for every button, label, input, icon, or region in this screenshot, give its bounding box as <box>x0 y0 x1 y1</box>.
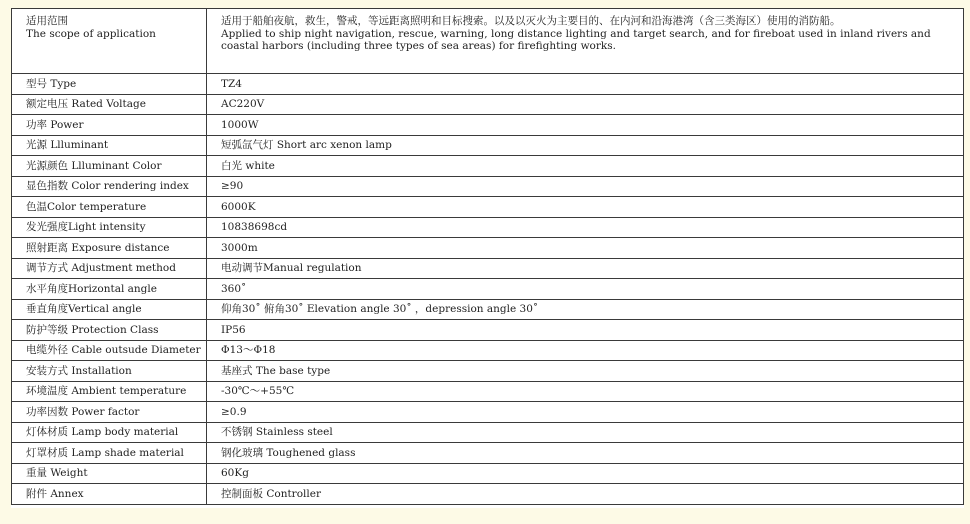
spec-table-body <box>12 9 964 505</box>
spec-value: TZ4 <box>207 74 964 95</box>
spec-label: 电缆外径 Cable outsude Diameter <box>12 340 207 361</box>
scope-row <box>12 9 964 74</box>
spec-value: 控制面板 Controller <box>207 484 964 505</box>
spec-label: 显色指数 Color rendering index <box>12 176 207 197</box>
spec-row <box>12 217 964 238</box>
spec-label: 防护等级 Protection Class <box>12 320 207 341</box>
spec-row <box>12 443 964 464</box>
spec-row <box>12 156 964 177</box>
spec-label: 环境温度 Ambient temperature <box>12 381 207 402</box>
spec-row <box>12 74 964 95</box>
scope-value-en: Applied to ship night navigation, rescue, warning, long distance lighting and target search, and for fireboat used in inland rivers and coastal harbors (including three types of sea areas) for firefighting works. <box>221 27 931 52</box>
spec-value: -30℃～+55℃ <box>207 381 964 402</box>
spec-label: 型号 Type <box>12 74 207 95</box>
spec-value: 10838698cd <box>207 217 964 238</box>
scope-value-cn: 适用于船舶夜航，救生，警戒，等远距离照明和目标搜索。以及以灭火为主要目的、在内河和沿海港湾（含三类海区）使用的消防船。 <box>221 15 841 27</box>
scope-label-cn: 适用范围 <box>26 15 68 27</box>
spec-value: Φ13～Φ18 <box>207 340 964 361</box>
scope-label-cell <box>12 9 207 74</box>
spec-value: 不锈钢 Stainless steel <box>207 422 964 443</box>
spec-row <box>12 422 964 443</box>
spec-label: 照射距离 Exposure distance <box>12 238 207 259</box>
spec-value: 60Kg <box>207 463 964 484</box>
spec-row <box>12 340 964 361</box>
spec-label: 光源颜色 Llluminant Color <box>12 156 207 177</box>
spec-row <box>12 135 964 156</box>
spec-row <box>12 484 964 505</box>
spec-label: 附件 Annex <box>12 484 207 505</box>
spec-value: 6000K <box>207 197 964 218</box>
spec-row <box>12 361 964 382</box>
spec-value: 电动调节Manual regulation <box>207 258 964 279</box>
spec-label: 光源 Llluminant <box>12 135 207 156</box>
spec-row <box>12 258 964 279</box>
spec-label: 功率 Power <box>12 115 207 136</box>
spec-label: 垂直角度Vertical angle <box>12 299 207 320</box>
spec-value: IP56 <box>207 320 964 341</box>
page-bottom-strip <box>11 508 964 524</box>
spec-label: 发光强度Light intensity <box>12 217 207 238</box>
spec-row <box>12 402 964 423</box>
spec-label: 灯体材质 Lamp body material <box>12 422 207 443</box>
spec-value: 白光 white <box>207 156 964 177</box>
spec-label: 色温Color temperature <box>12 197 207 218</box>
spec-value: ≥90 <box>207 176 964 197</box>
spec-value: 钢化玻璃 Toughened glass <box>207 443 964 464</box>
scope-value-cell <box>207 9 964 74</box>
spec-label: 重量 Weight <box>12 463 207 484</box>
spec-label: 安装方式 Installation <box>12 361 207 382</box>
spec-row <box>12 381 964 402</box>
spec-row <box>12 299 964 320</box>
spec-value: 基座式 The base type <box>207 361 964 382</box>
spec-label: 灯罩材质 Lamp shade material <box>12 443 207 464</box>
spec-value: 短弧氙气灯 Short arc xenon lamp <box>207 135 964 156</box>
spec-value: AC220V <box>207 94 964 115</box>
spec-row <box>12 238 964 259</box>
spec-row <box>12 115 964 136</box>
spec-label: 额定电压 Rated Voltage <box>12 94 207 115</box>
spec-value: 360˚ <box>207 279 964 300</box>
spec-label: 调节方式 Adjustment method <box>12 258 207 279</box>
spec-value: 仰角30˚ 俯角30˚ Elevation angle 30˚ ，depression angle 30˚ <box>207 299 964 320</box>
spec-row <box>12 279 964 300</box>
spec-row <box>12 94 964 115</box>
spec-value: ≥0.9 <box>207 402 964 423</box>
spec-value: 3000m <box>207 238 964 259</box>
spec-row <box>12 176 964 197</box>
spec-table <box>11 8 964 505</box>
spec-label: 水平角度Horizontal angle <box>12 279 207 300</box>
spec-row <box>12 197 964 218</box>
spec-row <box>12 320 964 341</box>
spec-table-container <box>11 8 964 508</box>
spec-row <box>12 463 964 484</box>
scope-label-en: The scope of application <box>26 27 156 40</box>
spec-label: 功率因数 Power factor <box>12 402 207 423</box>
spec-value: 1000W <box>207 115 964 136</box>
